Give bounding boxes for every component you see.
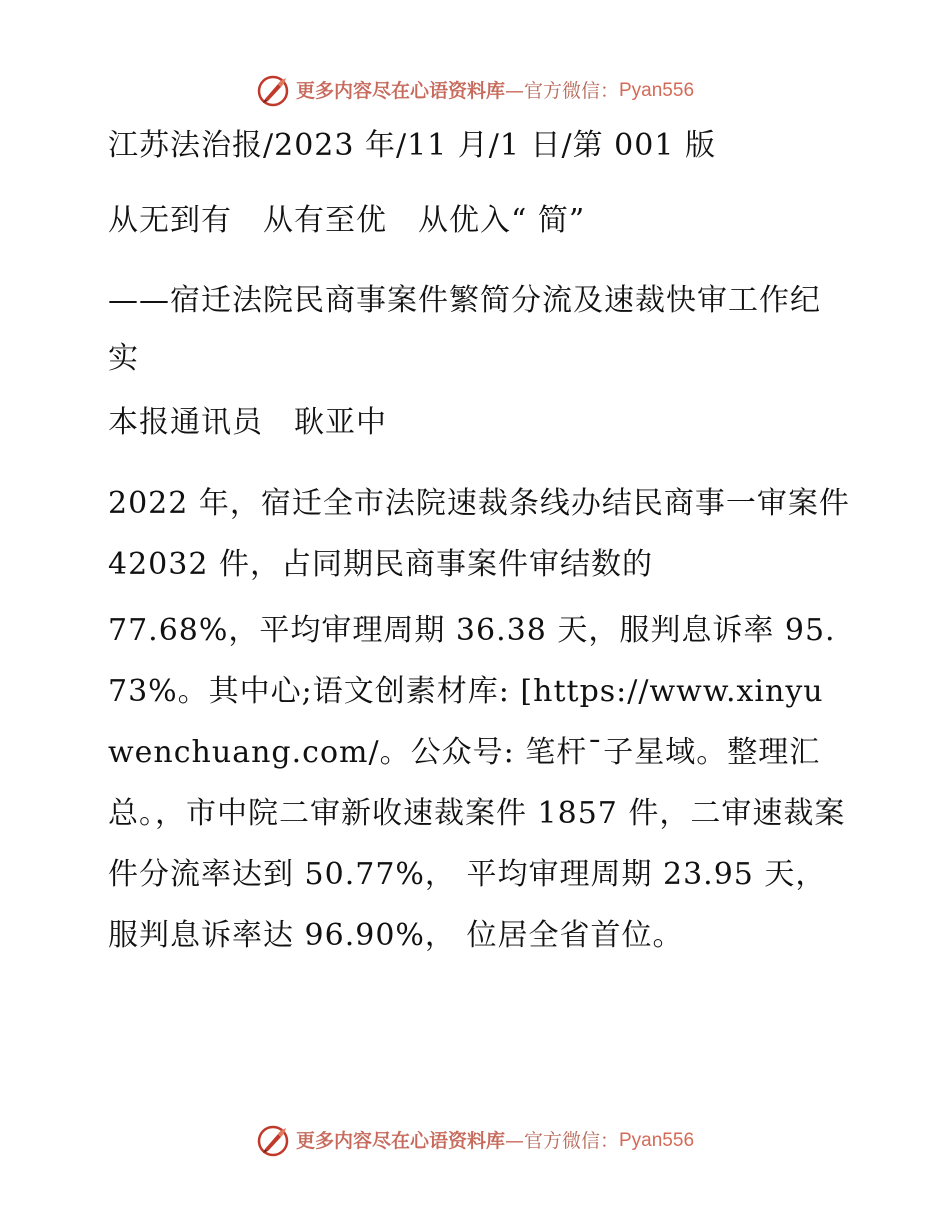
article-author: 本报通讯员 耿亚中 [108, 405, 387, 440]
paragraph-1: 2022 年，宿迁全市法院速裁条线办结民商事一审案件 42032 件，占同期民商事案件审结数的 [108, 486, 850, 582]
article-subtitle: ——宿迁法院民商事案件繁简分流及速裁快审工作纪实 [108, 283, 821, 376]
watermark-main-text: 更多内容尽在心语资料库 [295, 1130, 505, 1152]
watermark-dash: — [504, 1130, 524, 1152]
article-body [98, 122, 850, 966]
quill-pen-circle-icon [256, 74, 290, 108]
publication-meta: 江苏法治报/2023 年/11 月/1 日/第 001 版 [108, 128, 716, 163]
watermark-wechat-label: 官方微信： [523, 80, 619, 102]
watermark-wechat-id: Pyan556 [619, 1130, 695, 1151]
watermark-wechat-id: Pyan556 [619, 80, 695, 101]
watermark-main-text: 更多内容尽在心语资料库 [295, 80, 505, 102]
top-watermark-banner [0, 74, 950, 108]
paragraph-2: 77.68%，平均审理周期 36.38 天，服判息诉率 95.73%。其中心;语文创素材库: [https://www.xinyuwenchuang.com/。公众号: 笔杆¯子星域。整理汇总。，市中院二审新收速裁案件 1857 件，二审速裁案件分流率达到 50.77%， 平均审理周期 23.95 天， 服判息诉率达 96.90%， 位居全省首位。 [108, 613, 846, 953]
watermark-dash: — [504, 80, 524, 102]
quill-pen-circle-icon [256, 1124, 290, 1158]
bottom-watermark-banner [0, 1124, 950, 1158]
article-title: 从无到有 从有至优 从优入“ 简” [108, 203, 586, 238]
watermark-wechat-label: 官方微信： [523, 1130, 619, 1152]
